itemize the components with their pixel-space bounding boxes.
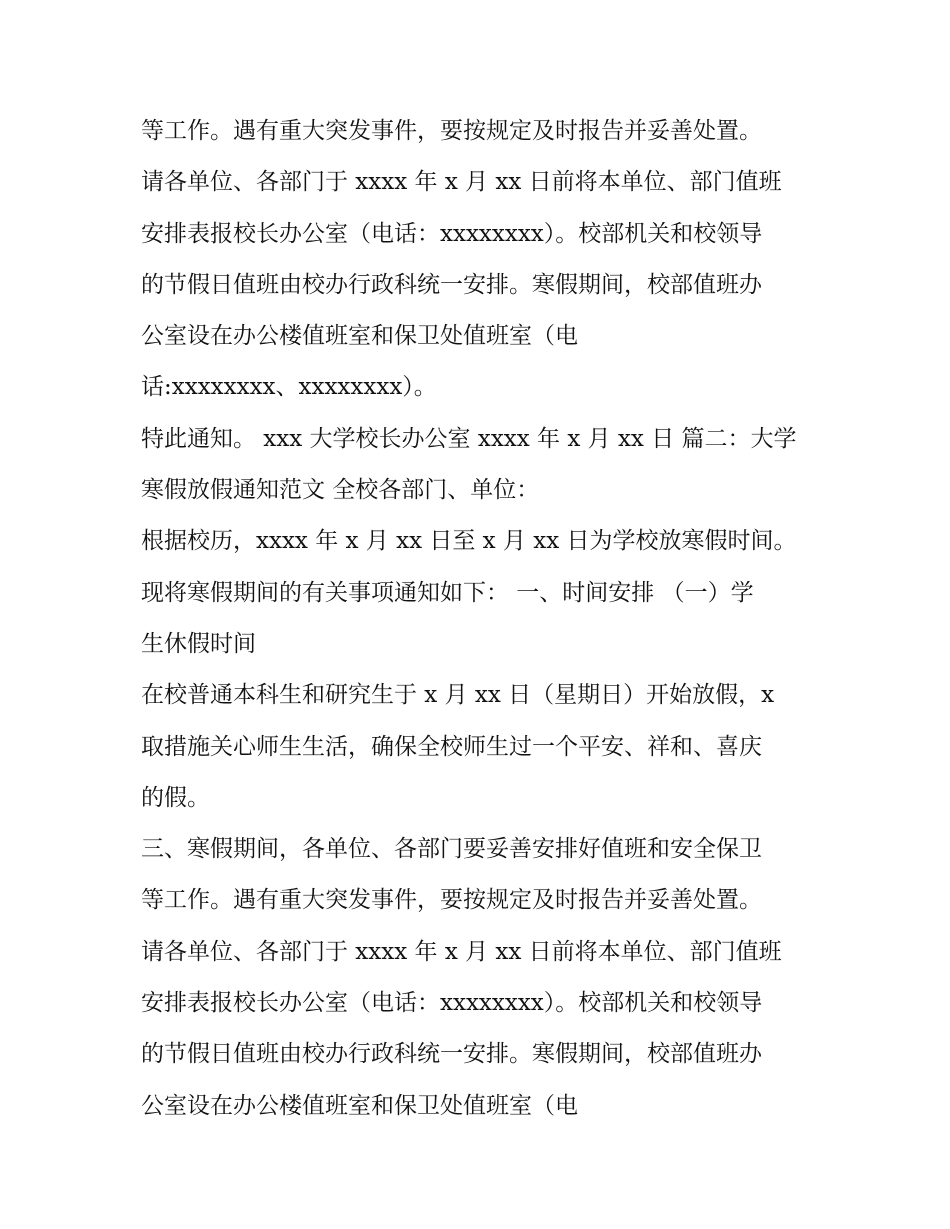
text-line: 生休假时间 — [141, 630, 256, 657]
text-line: 在校普通本科生和研究生于 x 月 xx 日（星期日）开始放假，x — [141, 682, 775, 709]
text-line: 的节假日值班由校办行政科统一安排。寒假期间，校部值班办 — [141, 271, 762, 298]
text-line: 等工作。遇有重大突发事件，要按规定及时报告并妥善处置。 — [141, 887, 762, 914]
text-line: 等工作。遇有重大突发事件，要按规定及时报告并妥善处置。 — [141, 118, 762, 144]
document-body — [141, 106, 841, 1132]
text-line: 根据校历，xxxx 年 x 月 xx 日至 x 月 xx 日为学校放寒假时间。 — [141, 528, 797, 555]
text-line: 请各单位、各部门于 xxxx 年 x 月 xx 日前将本单位、部门值班 — [141, 938, 782, 965]
text-line: 三、寒假期间，各单位、各部门要妥善安排好值班和安全保卫 — [141, 836, 762, 863]
text-line: 的假。 — [141, 784, 210, 811]
text-line: 请各单位、各部门于 xxxx 年 x 月 xx 日前将本单位、部门值班 — [141, 169, 782, 196]
text-line: 现将寒假期间的有关事项通知如下： 一、时间安排 （一）学 — [141, 579, 754, 606]
text-line: 的节假日值班由校办行政科统一安排。寒假期间，校部值班办 — [141, 1041, 762, 1068]
text-line: 公室设在办公楼值班室和保卫处值班室（电 — [141, 1092, 578, 1119]
text-line: 取措施关心师生生活，确保全校师生过一个平安、祥和、喜庆 — [141, 733, 762, 760]
text-line: 话:xxxxxxxx、xxxxxxxx）。 — [141, 374, 437, 401]
text-line: 寒假放假通知范文 全校各部门、单位： — [141, 477, 540, 504]
text-line: 安排表报校长办公室（电话：xxxxxxxx）。校部机关和校领导 — [141, 220, 763, 247]
text-line: 安排表报校长办公室（电话：xxxxxxxx）。校部机关和校领导 — [141, 990, 763, 1017]
text-line: 特此通知。 xxx 大学校长办公室 xxxx 年 x 月 xx 日 篇二：大学 — [141, 425, 797, 452]
text-line: 公室设在办公楼值班室和保卫处值班室（电 — [141, 323, 578, 350]
